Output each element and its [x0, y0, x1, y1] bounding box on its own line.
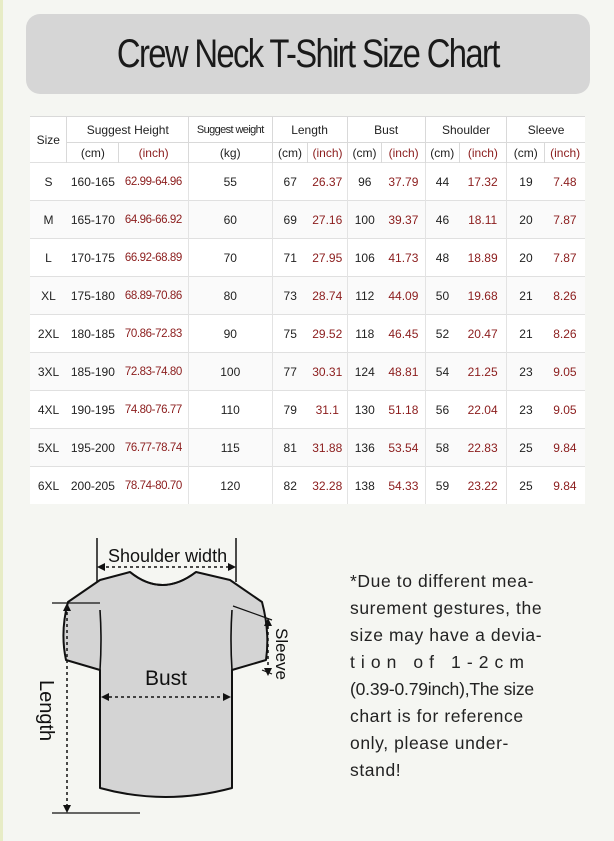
bust-inch-cell: 46.45 — [382, 315, 425, 353]
bust-inch-cell: 41.73 — [382, 239, 425, 277]
height-cm-cell: 175-180 — [67, 277, 119, 315]
sleeve-inch-cell: 8.26 — [545, 315, 585, 353]
table-row — [30, 315, 585, 353]
height-cm-cell: 170-175 — [67, 239, 119, 277]
shoulder-inch-cell: 17.32 — [459, 163, 507, 201]
table-row — [30, 277, 585, 315]
table-unit-row — [30, 143, 585, 163]
size-cell: XL — [30, 277, 67, 315]
sleeve-cm-cell: 19 — [507, 163, 545, 201]
unit-shoulder-cm: (cm) — [425, 143, 459, 163]
note-line: size may have a devia- — [350, 625, 543, 645]
sleeve-label: Sleeve — [272, 628, 291, 680]
sleeve-inch-cell: 7.87 — [545, 239, 585, 277]
shoulder-cm-cell: 50 — [425, 277, 459, 315]
sleeve-inch-cell: 9.84 — [545, 429, 585, 467]
shoulder-inch-cell: 18.89 — [459, 239, 507, 277]
header-shoulder: Shoulder — [425, 117, 506, 143]
size-header: Size — [30, 117, 67, 163]
length-cm-cell: 81 — [272, 429, 308, 467]
shoulder-inch-cell: 18.11 — [459, 201, 507, 239]
height-inch-cell: 64.96-66.92 — [119, 201, 189, 239]
length-inch-cell: 31.1 — [308, 391, 347, 429]
length-label: Length — [35, 680, 57, 742]
unit-length-inch: (inch) — [308, 143, 347, 163]
height-inch-cell: 62.99-64.96 — [119, 163, 189, 201]
sleeve-inch-cell: 9.05 — [545, 353, 585, 391]
unit-height-inch: (inch) — [119, 143, 189, 163]
height-inch-cell: 70.86-72.83 — [119, 315, 189, 353]
note-line: surement gestures, the — [350, 598, 543, 618]
bust-cm-cell: 106 — [347, 239, 382, 277]
height-cm-cell: 165-170 — [67, 201, 119, 239]
bust-inch-cell: 51.18 — [382, 391, 425, 429]
table-row — [30, 201, 585, 239]
table-row — [30, 467, 585, 505]
bust-cm-cell: 130 — [347, 391, 382, 429]
bust-cm-cell: 138 — [347, 467, 382, 505]
sleeve-inch-cell: 7.48 — [545, 163, 585, 201]
sleeve-cm-cell: 21 — [507, 315, 545, 353]
shoulder-inch-cell: 22.04 — [459, 391, 507, 429]
height-cm-cell: 190-195 — [67, 391, 119, 429]
bust-cm-cell: 124 — [347, 353, 382, 391]
shoulder-inch-cell: 22.83 — [459, 429, 507, 467]
sleeve-inch-cell: 8.26 — [545, 277, 585, 315]
sleeve-cm-cell: 20 — [507, 201, 545, 239]
height-cm-cell: 180-185 — [67, 315, 119, 353]
table-row — [30, 353, 585, 391]
length-cm-cell: 75 — [272, 315, 308, 353]
header-sleeve: Sleeve — [507, 117, 585, 143]
size-table-body — [30, 163, 585, 505]
size-cell: S — [30, 163, 67, 201]
sleeve-cm-cell: 20 — [507, 239, 545, 277]
bust-cm-cell: 96 — [347, 163, 382, 201]
size-cell: 4XL — [30, 391, 67, 429]
length-inch-cell: 31.88 — [308, 429, 347, 467]
table-row — [30, 163, 585, 201]
bust-inch-cell: 37.79 — [382, 163, 425, 201]
height-inch-cell: 74.80-76.77 — [119, 391, 189, 429]
height-cm-cell: 195-200 — [67, 429, 119, 467]
length-cm-cell: 79 — [272, 391, 308, 429]
shoulder-cm-cell: 59 — [425, 467, 459, 505]
length-inch-cell: 27.95 — [308, 239, 347, 277]
size-cell: 2XL — [30, 315, 67, 353]
shoulder-cm-cell: 52 — [425, 315, 459, 353]
bust-cm-cell: 136 — [347, 429, 382, 467]
weight-cell: 115 — [189, 429, 273, 467]
sleeve-cm-cell: 25 — [507, 467, 545, 505]
sleeve-inch-cell: 9.84 — [545, 467, 585, 505]
header-suggest-height: Suggest Height — [67, 117, 189, 143]
note-line: only, please under- — [350, 733, 509, 753]
sleeve-inch-cell: 9.05 — [545, 391, 585, 429]
height-inch-cell: 72.83-74.80 — [119, 353, 189, 391]
shoulder-inch-cell: 23.22 — [459, 467, 507, 505]
size-table — [30, 116, 585, 504]
weight-cell: 90 — [189, 315, 273, 353]
shoulder-inch-cell: 21.25 — [459, 353, 507, 391]
unit-weight-kg: (kg) — [189, 143, 273, 163]
bust-cm-cell: 100 — [347, 201, 382, 239]
title-banner — [26, 14, 590, 94]
height-cm-cell: 160-165 — [67, 163, 119, 201]
shoulder-cm-cell: 54 — [425, 353, 459, 391]
size-cell: 5XL — [30, 429, 67, 467]
bust-inch-cell: 39.37 — [382, 201, 425, 239]
bust-cm-cell: 112 — [347, 277, 382, 315]
note-line: t i o n o f 1 - 2 c m — [350, 652, 525, 672]
size-cell: M — [30, 201, 67, 239]
bust-inch-cell: 44.09 — [382, 277, 425, 315]
shoulder-inch-cell: 19.68 — [459, 277, 507, 315]
length-inch-cell: 28.74 — [308, 277, 347, 315]
note-line: (0.39-0.79inch),The size — [350, 679, 534, 699]
note-line: stand! — [350, 760, 402, 780]
unit-bust-inch: (inch) — [382, 143, 425, 163]
measurement-note — [350, 568, 590, 784]
sleeve-cm-cell: 23 — [507, 391, 545, 429]
weight-cell: 60 — [189, 201, 273, 239]
length-cm-cell: 67 — [272, 163, 308, 201]
height-inch-cell: 68.89-70.86 — [119, 277, 189, 315]
bust-inch-cell: 48.81 — [382, 353, 425, 391]
header-suggest-weight: Suggest weight — [189, 117, 273, 143]
weight-cell: 70 — [189, 239, 273, 277]
bust-cm-cell: 118 — [347, 315, 382, 353]
table-row — [30, 239, 585, 277]
header-bust: Bust — [347, 117, 425, 143]
length-cm-cell: 73 — [272, 277, 308, 315]
shoulder-inch-cell: 20.47 — [459, 315, 507, 353]
length-cm-cell: 82 — [272, 467, 308, 505]
size-cell: 3XL — [30, 353, 67, 391]
length-inch-cell: 29.52 — [308, 315, 347, 353]
unit-sleeve-inch: (inch) — [545, 143, 585, 163]
table-row — [30, 391, 585, 429]
sleeve-cm-cell: 23 — [507, 353, 545, 391]
shoulder-cm-cell: 44 — [425, 163, 459, 201]
unit-shoulder-inch: (inch) — [459, 143, 507, 163]
weight-cell: 120 — [189, 467, 273, 505]
length-inch-cell: 27.16 — [308, 201, 347, 239]
bust-label: Bust — [145, 667, 188, 690]
shoulder-cm-cell: 48 — [425, 239, 459, 277]
note-line: chart is for reference — [350, 706, 524, 726]
height-inch-cell: 76.77-78.74 — [119, 429, 189, 467]
header-length: Length — [272, 117, 347, 143]
unit-length-cm: (cm) — [272, 143, 308, 163]
shoulder-cm-cell: 46 — [425, 201, 459, 239]
weight-cell: 80 — [189, 277, 273, 315]
height-cm-cell: 185-190 — [67, 353, 119, 391]
shoulder-cm-cell: 58 — [425, 429, 459, 467]
height-inch-cell: 78.74-80.70 — [119, 467, 189, 505]
length-cm-cell: 71 — [272, 239, 308, 277]
length-inch-cell: 26.37 — [308, 163, 347, 201]
tshirt-measurement-diagram — [0, 520, 340, 830]
bust-inch-cell: 53.54 — [382, 429, 425, 467]
unit-bust-cm: (cm) — [347, 143, 382, 163]
table-row — [30, 429, 585, 467]
height-cm-cell: 200-205 — [67, 467, 119, 505]
table-header-row — [30, 117, 585, 143]
page-title: Crew Neck T-Shirt Size Chart — [117, 31, 499, 76]
note-line: *Due to different mea- — [350, 571, 535, 591]
unit-sleeve-cm: (cm) — [507, 143, 545, 163]
length-inch-cell: 32.28 — [308, 467, 347, 505]
weight-cell: 55 — [189, 163, 273, 201]
sleeve-cm-cell: 21 — [507, 277, 545, 315]
sleeve-inch-cell: 7.87 — [545, 201, 585, 239]
bust-inch-cell: 54.33 — [382, 467, 425, 505]
unit-height-cm: (cm) — [67, 143, 119, 163]
weight-cell: 110 — [189, 391, 273, 429]
weight-cell: 100 — [189, 353, 273, 391]
length-cm-cell: 69 — [272, 201, 308, 239]
height-inch-cell: 66.92-68.89 — [119, 239, 189, 277]
shoulder-cm-cell: 56 — [425, 391, 459, 429]
length-cm-cell: 77 — [272, 353, 308, 391]
size-cell: L — [30, 239, 67, 277]
shoulder-width-label: Shoulder width — [108, 546, 228, 566]
size-cell: 6XL — [30, 467, 67, 505]
sleeve-cm-cell: 25 — [507, 429, 545, 467]
length-inch-cell: 30.31 — [308, 353, 347, 391]
